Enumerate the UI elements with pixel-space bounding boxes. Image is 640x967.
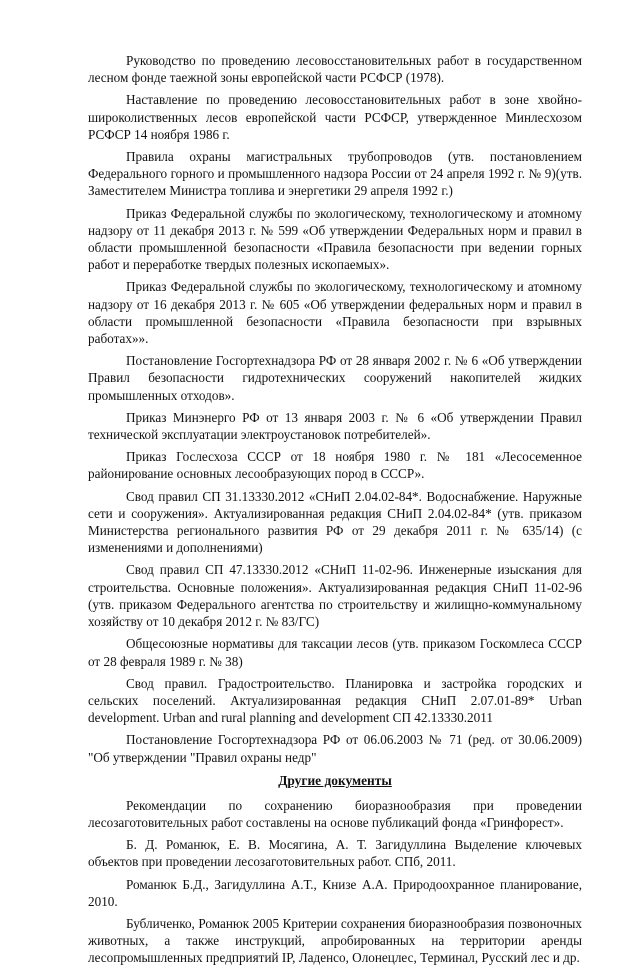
paragraph: Постановление Госгортехнадзора РФ от 06.06.2003 № 71 (ред. от 30.06.2009) "Об утверждении "Правил охраны недр" <box>88 732 582 765</box>
paragraph: Руководство по проведению лесовосстановительных работ в государственном лесном фонде таежной зоны европейской части РСФСР (1978). <box>88 53 582 86</box>
paragraph: Постановление Госгортехнадзора РФ от 28 января 2002 г. № 6 «Об утверждении Правил безопасности гидротехнических сооружений накопителей жидких промышленных отходов». <box>88 353 582 403</box>
paragraph: Б. Д. Романюк, Е. В. Мосягина, А. Т. Загидуллина Выделение ключевых объектов при проведении лесозаготовительных работ. СПб, 2011. <box>88 837 582 870</box>
paragraph: Общесоюзные нормативы для таксации лесов (утв. приказом Госкомлеса СССР от 28 февраля 1989 г. № 38) <box>88 636 582 669</box>
paragraph: Наставление по проведению лесовосстановительных работ в зоне хвойно-широколиственных лесов европейской части РСФСР, утвержденное Минлесхозом РСФСР 14 ноября 1986 г. <box>88 92 582 142</box>
paragraph: Приказ Минэнерго РФ от 13 января 2003 г. № 6 «Об утверждении Правил технической эксплуатации электроустановок потребителей». <box>88 409 582 443</box>
paragraph: Приказ Федеральной службы по экологическому, технологическому и атомному надзору от 16 декабря 2013 г. № 605 «Об утверждении федеральных норм и правил в области промышленной безопасности «Правила безопасности при взрывных работах»». <box>88 279 582 347</box>
paragraph: Бубличенко, Романюк 2005 Критерии сохранения биоразнообразия позвоночных животных, а также инструкций, апробированных на территории аренды лесопромышленных предприятий IP, Ладенсо, Олонецлес, Терминал, Русский лес и др. <box>88 915 582 966</box>
paragraph: Свод правил СП 47.13330.2012 «СНиП 11-02-96. Инженерные изыскания для строительства. Основные положения». Актуализированная редакция СНиП 11-02-96 (утв. приказом Федерального агентства по строительству и жилищно-коммунальному хозяйству от 10 декабря 2012 г. № 83/ГС) <box>88 562 582 630</box>
paragraph: Правила охраны магистральных трубопроводов (утв. постановлением Федерального горного и промышленного надзора России от 24 апреля 1992 г. № 9)(утв. Заместителем Министра топлива и энергетики 29 апреля 1992 г.) <box>88 149 582 199</box>
paragraph: Романюк Б.Д., Загидуллина А.Т., Книзе А.А. Природоохранное планирование, 2010. <box>88 876 582 909</box>
section-heading: Другие документы <box>278 772 392 788</box>
paragraph: Свод правил. Градостроительство. Планировка и застройка городских и сельских поселений. Актуализированная редакция СНиП 2.07.01-89* Urban development. Urban and rural planning and development СП 42.13330.2011 <box>88 675 582 726</box>
paragraph: Приказ Гослесхоза СССР от 18 ноября 1980 г. № 181 «Лесосеменное районирование основных лесообразующих пород в СССР». <box>88 449 582 482</box>
paragraph: Свод правил СП 31.13330.2012 «СНиП 2.04.02-84*. Водоснабжение. Наружные сети и сооружения». Актуализированная редакция СНиП 2.04.02-84* (утв. приказом Министерства регионального развития РФ от 29 декабря 2011 г. № 635/14) (с изменениями и дополнениями) <box>88 488 582 556</box>
paragraph: Рекомендации по сохранению биоразнообразия при проведении лесозаготовительных работ составлены на основе публикаций фонда «Гринфорест». <box>88 797 582 830</box>
paragraph: Приказ Федеральной службы по экологическому, технологическому и атомному надзору от 11 декабря 2013 г. № 599 «Об утверждении Федеральных норм и правил в области промышленной безопасности «Правила безопасности при ведении горных работ и переработке твердых полезных ископаемых». <box>88 205 582 273</box>
